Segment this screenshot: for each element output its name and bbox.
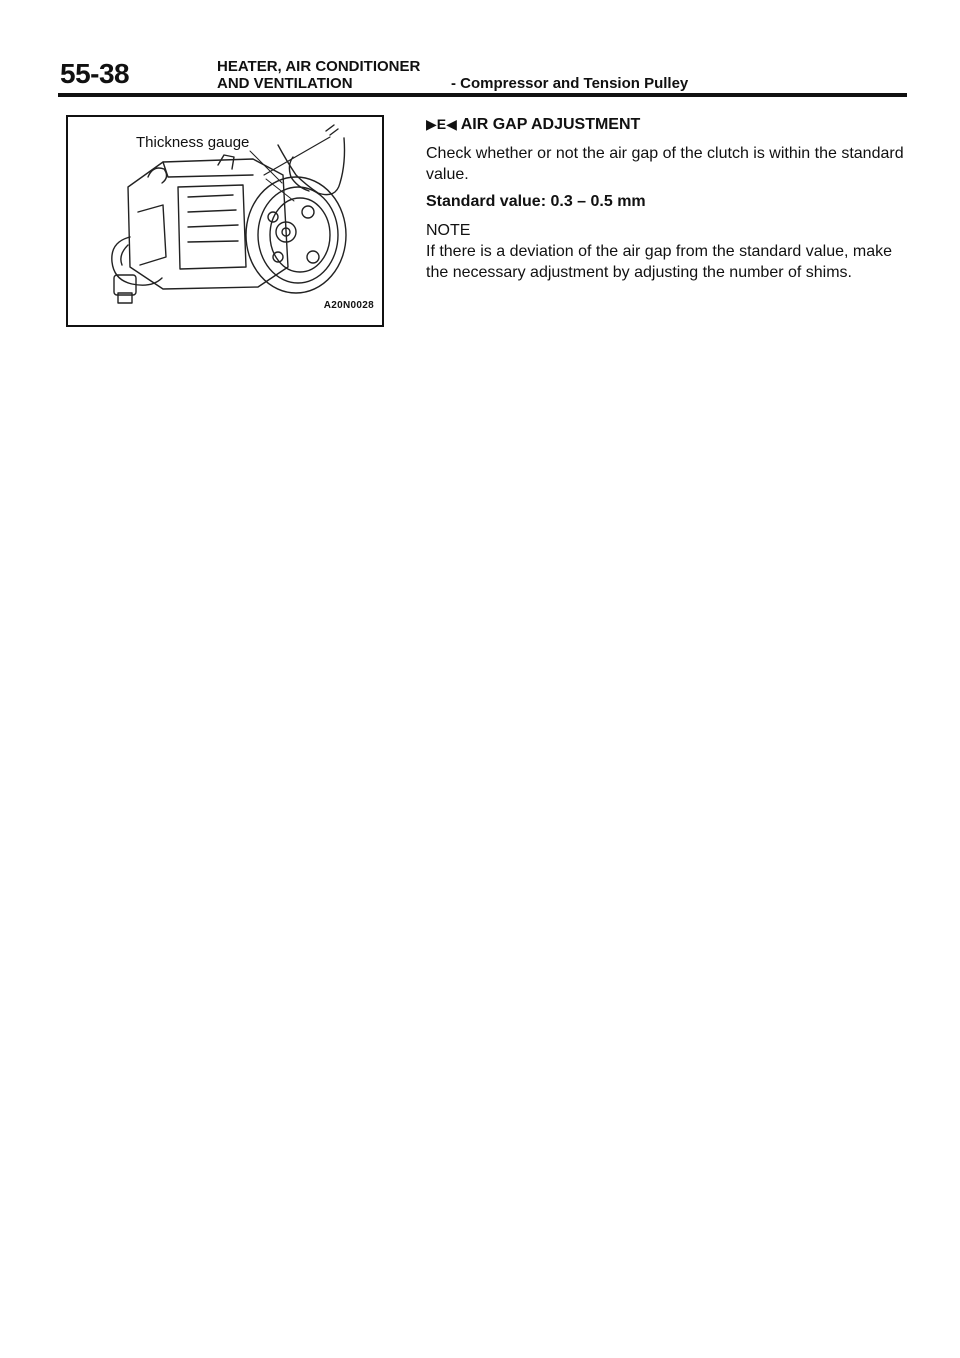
figure-code: A20N0028: [323, 300, 374, 311]
procedure-marker: ▶E◀: [426, 116, 457, 132]
instruction-text: Check whether or not the air gap of the clutch is within the standard value.: [426, 145, 904, 183]
note-text: If there is a deviation of the air gap from the standard value, make the necessary adjustment by adjusting the number of shims.: [426, 243, 893, 281]
page-number: 55-38: [60, 58, 130, 89]
note-label: NOTE: [426, 222, 471, 239]
procedure-title: AIR GAP ADJUSTMENT: [460, 116, 641, 133]
compressor-figure: [66, 115, 384, 327]
section-title-line-1: HEATER, AIR CONDITIONER: [217, 58, 421, 75]
figure-callout-thickness-gauge: Thickness gauge: [136, 134, 250, 151]
subsection-title: - Compressor and Tension Pulley: [451, 75, 689, 92]
standard-value: Standard value: 0.3 – 0.5 mm: [426, 193, 646, 210]
section-title-line-2: AND VENTILATION: [217, 75, 353, 92]
header-rule: [58, 93, 907, 97]
section-title: [217, 58, 420, 92]
procedure-heading: [426, 116, 640, 134]
